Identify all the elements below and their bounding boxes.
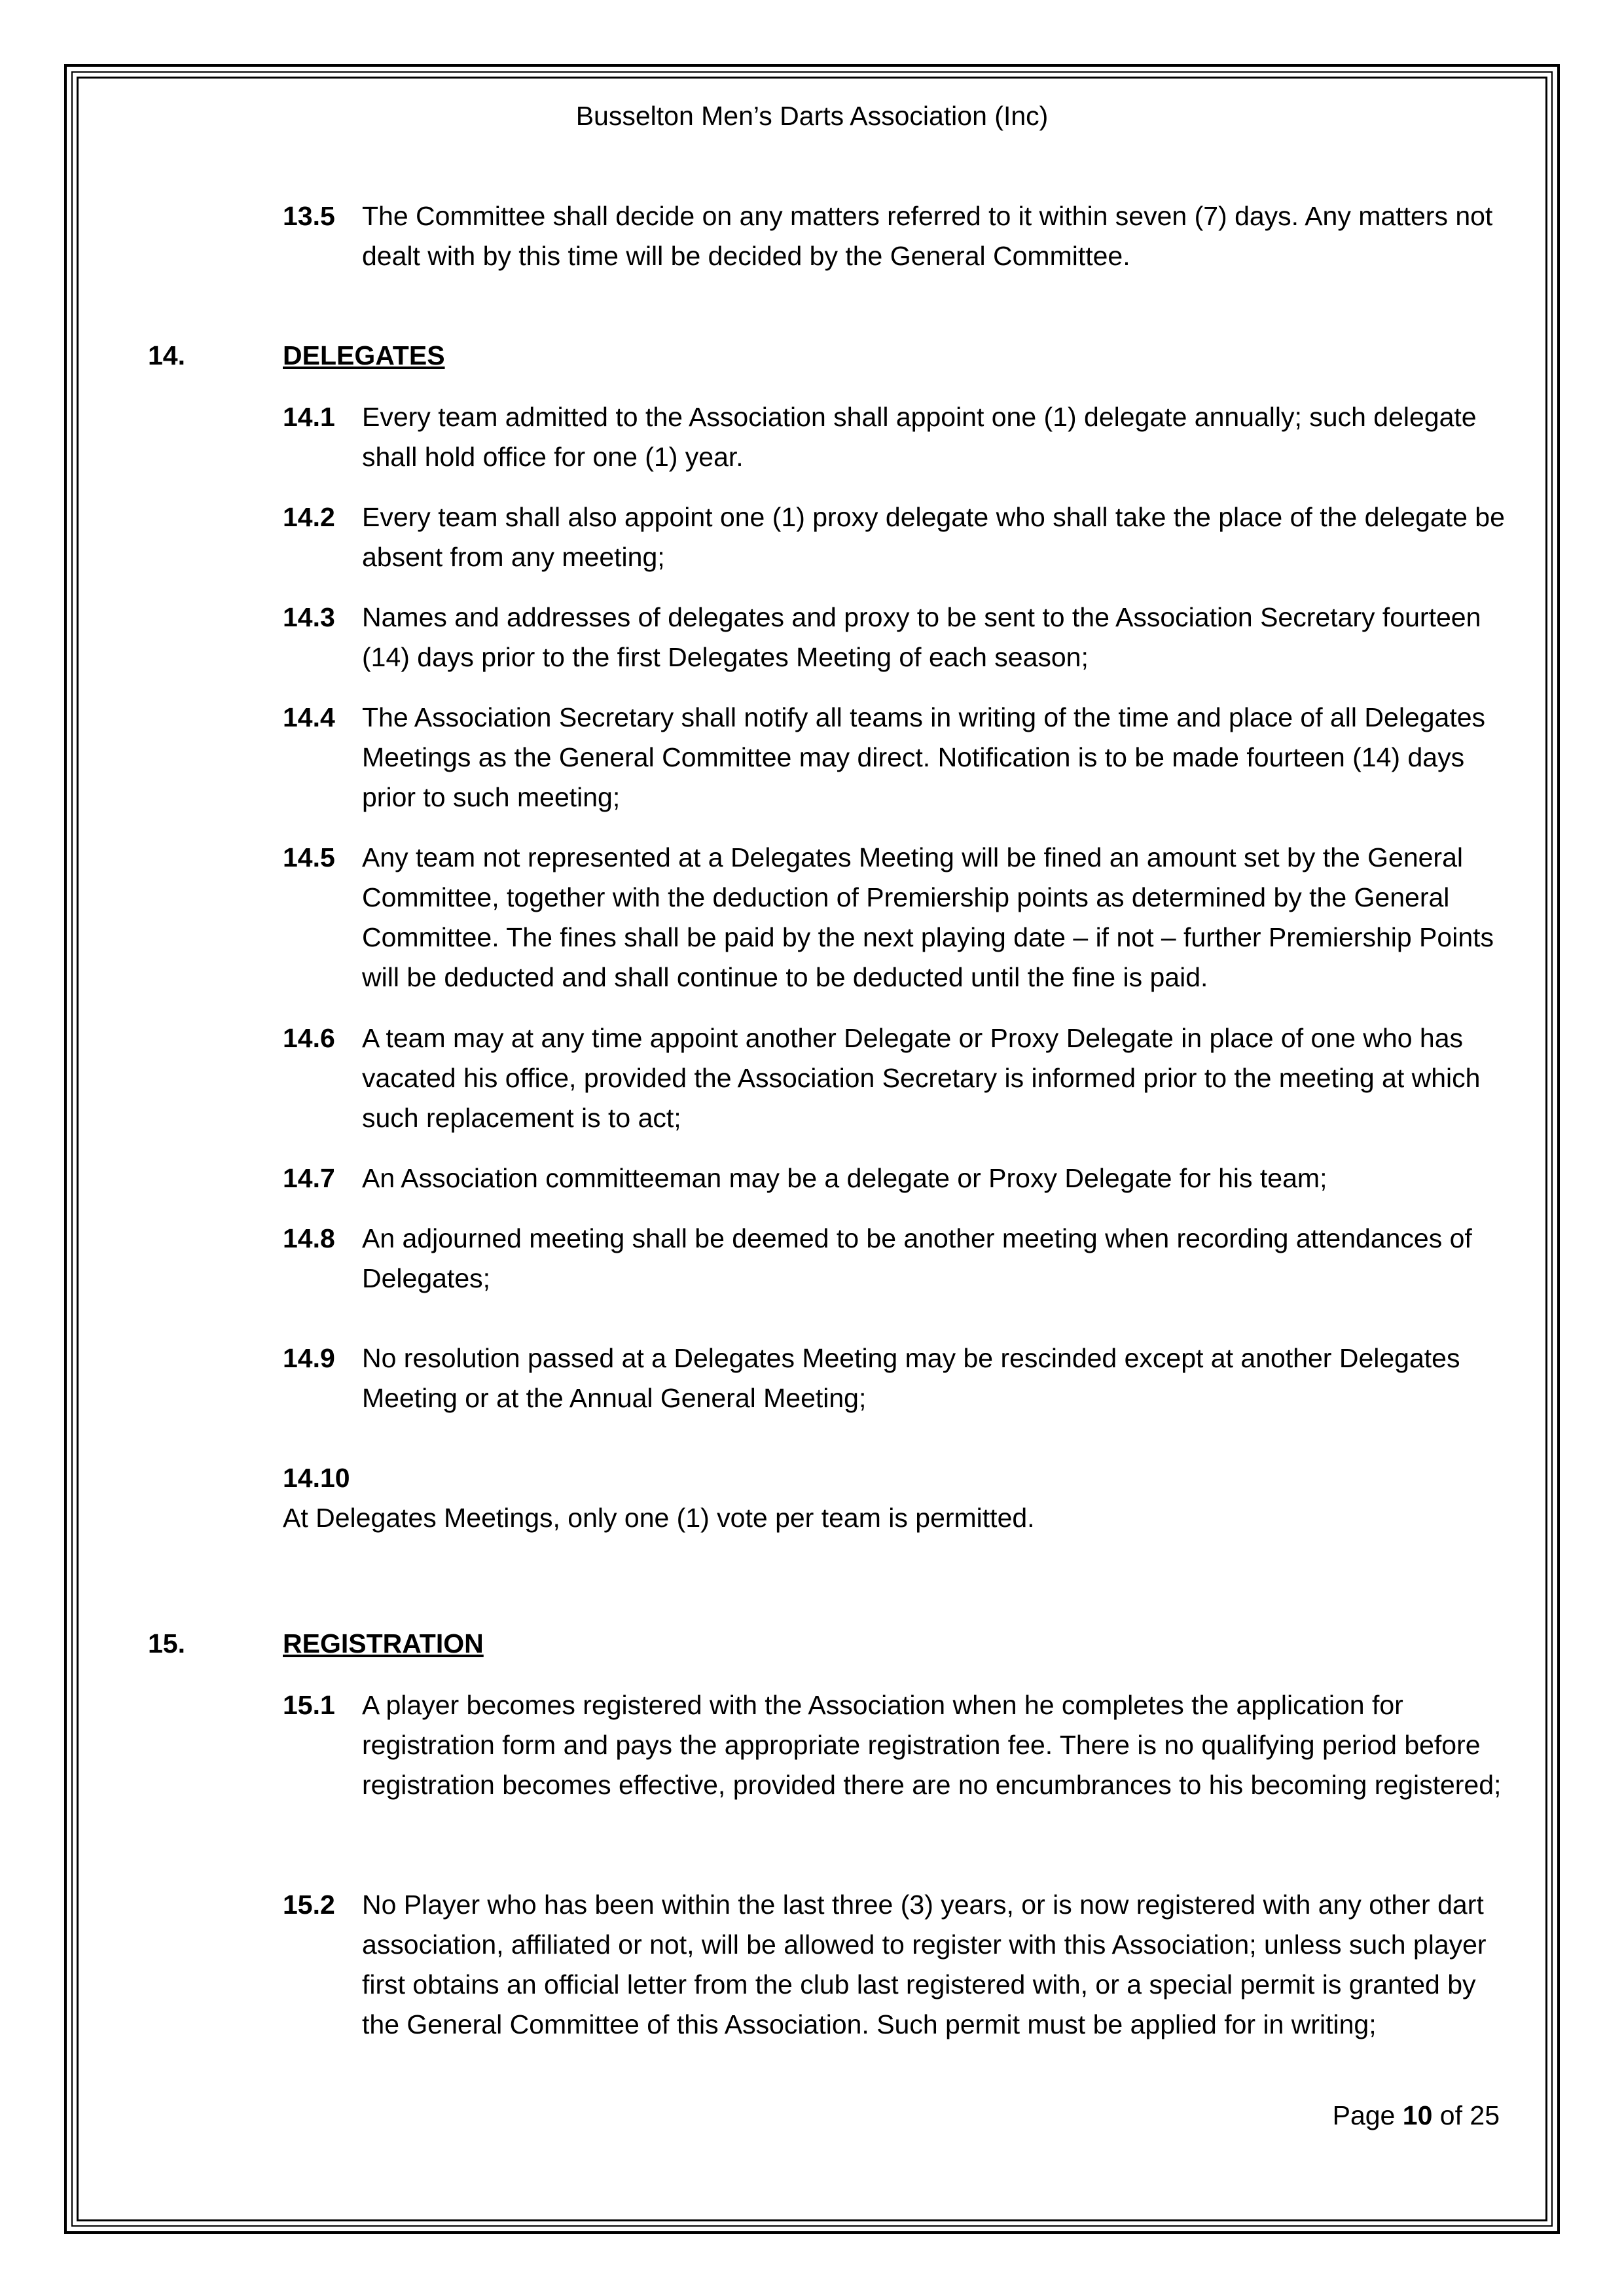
clause-number: 14.5 [283,842,335,872]
clause-number: 14.6 [283,1023,335,1053]
clause-text: Every team shall also appoint one (1) proxy delegate who shall take the place of the delegate be absent from any meeting; [362,502,1505,572]
clause-text: No resolution passed at a Delegates Meeting may be rescinded except at another Delegates Meeting or at the Annual General Meeting; [362,1343,1460,1413]
clause-14-9 [283,1338,1507,1418]
clause-14-3 [283,598,1507,677]
page-label: Page [1332,2100,1396,2130]
clause-number: 15.1 [283,1690,335,1720]
clause-text: An Association committeeman may be a delegate or Proxy Delegate for his team; [362,1163,1327,1193]
clause-text: Any team not represented at a Delegates Meeting will be fined an amount set by the General Committee, together with the deduction of Premiership points as determined by the General Committee. The fines shall be paid by the next playing date – if not – further Premiership Points will be deducted and shall continue to be deducted until the fine is paid. [362,842,1494,992]
clause-number: 14.8 [283,1223,335,1253]
clause-text: Names and addresses of delegates and proxy to be sent to the Association Secretary fourteen (14) days prior to the first Delegates Meeting of each season; [362,602,1481,672]
page-number: 10 [1402,2100,1433,2130]
clause-14-4 [283,698,1507,817]
clause-14-10 [283,1458,1507,1538]
page-header: Busselton Men’s Darts Association (Inc) [575,101,1049,131]
clause-text: No Player who has been within the last three (3) years, or is now registered with any other dart association, affiliated or not, will be allowed to register with this Association; unless such player first obtains an official letter from the club last registered with, or a special permit is granted by the General Committee of this Association. Such permit must be applied for in writing; [362,1890,1487,2039]
clause-number: 14.7 [283,1163,335,1193]
clause-number: 14.1 [283,402,335,432]
clause-number: 14.2 [283,502,335,532]
clause-number: 14.3 [283,602,335,632]
clause-number: 14.9 [283,1343,335,1373]
total-pages: 25 [1470,2100,1500,2130]
clause-number: 14.10 [283,1463,350,1493]
clause-number: 15.2 [283,1890,335,1920]
clause-text: At Delegates Meetings, only one (1) vote per team is permitted. [283,1503,1035,1533]
section-14-number: 14. [148,340,185,370]
section-15-number: 15. [148,1628,185,1659]
clause-14-6 [283,1018,1507,1138]
clause-14-5 [283,838,1507,997]
page-footer [1333,2098,1500,2133]
clause-15-2 [283,1885,1507,2045]
clause-14-7 [283,1158,1507,1198]
clause-text: Every team admitted to the Association shall appoint one (1) delegate annually; such delegate shall hold office for one (1) year. [362,402,1477,472]
section-15-title: REGISTRATION [283,1628,484,1659]
clause-number: 13.5 [283,201,335,231]
clause-text: A player becomes registered with the Association when he completes the application for registration form and pays the appropriate registration fee. There is no qualifying period before registration becomes effective, provided there are no encumbrances to his becoming registered; [362,1690,1502,1800]
clause-13-5 [283,196,1507,276]
clause-number: 14.4 [283,702,335,732]
clause-text: The Committee shall decide on any matters referred to it within seven (7) days. Any matters not dealt with by this time will be decided by the General Committee. [362,201,1493,271]
clause-14-8 [283,1219,1507,1299]
clause-text: A team may at any time appoint another Delegate or Proxy Delegate in place of one who has vacated his office, provided the Association Secretary is informed prior to the meeting at which such replacement is to act; [362,1023,1481,1133]
clause-text: An adjourned meeting shall be deemed to be another meeting when recording attendances of Delegates; [362,1223,1472,1293]
clause-14-1 [283,397,1507,477]
clause-14-2 [283,497,1507,577]
of-label: of [1439,2100,1462,2130]
section-14-title: DELEGATES [283,340,445,370]
clause-text: The Association Secretary shall notify all teams in writing of the time and place of all Delegates Meetings as the General Committee may direct. Notification is to be made fourteen (14) days prior to such meeting; [362,702,1486,812]
clause-15-1 [283,1685,1507,1805]
